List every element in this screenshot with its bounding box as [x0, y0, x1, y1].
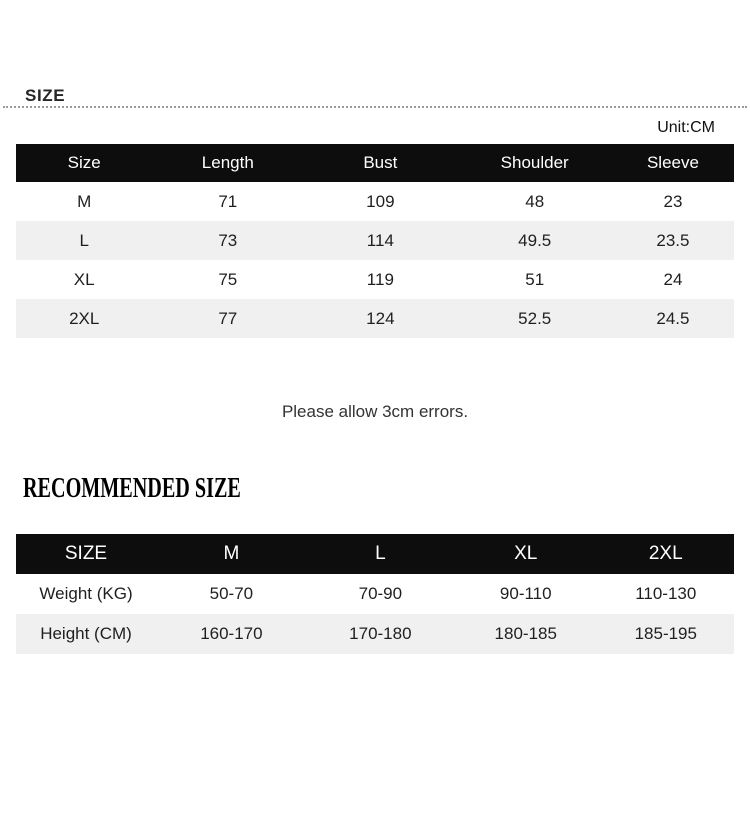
table-cell: 23.5 [612, 221, 734, 260]
table-cell: XL [16, 260, 152, 299]
dotted-divider [3, 106, 747, 108]
header-cell: 2XL [598, 534, 734, 574]
table-cell: 51 [458, 260, 612, 299]
table-cell: 180-185 [454, 614, 598, 654]
table-cell: 71 [152, 182, 303, 221]
table-row [16, 182, 734, 221]
unit-label: Unit:CM [657, 119, 715, 136]
table-row [16, 299, 734, 338]
header-cell: Shoulder [458, 144, 612, 182]
table-cell: 52.5 [458, 299, 612, 338]
table-cell: 24 [612, 260, 734, 299]
table-cell: 75 [152, 260, 303, 299]
recommended-size-table [16, 534, 734, 654]
table-cell: 70-90 [307, 574, 454, 614]
table-cell: 124 [303, 299, 457, 338]
recommended-table-header-row [16, 534, 734, 574]
table-cell: Weight (KG) [16, 574, 156, 614]
table-cell: 49.5 [458, 221, 612, 260]
header-cell: XL [454, 534, 598, 574]
table-row [16, 221, 734, 260]
table-cell: M [16, 182, 152, 221]
table-cell: 50-70 [156, 574, 307, 614]
table-cell: 77 [152, 299, 303, 338]
header-cell: SIZE [16, 534, 156, 574]
header-cell: Size [16, 144, 152, 182]
table-cell: 119 [303, 260, 457, 299]
recommended-size-heading: RECOMMENDED SIZE [23, 473, 241, 504]
size-table-header-row [16, 144, 734, 182]
table-cell: L [16, 221, 152, 260]
size-section-heading: SIZE [25, 86, 66, 105]
table-cell: 170-180 [307, 614, 454, 654]
table-cell: 23 [612, 182, 734, 221]
table-cell: 185-195 [598, 614, 734, 654]
size-chart-page [0, 86, 750, 836]
table-cell: 48 [458, 182, 612, 221]
header-cell: Length [152, 144, 303, 182]
table-cell: Height (CM) [16, 614, 156, 654]
header-cell: Sleeve [612, 144, 734, 182]
table-cell: 2XL [16, 299, 152, 338]
table-cell: 114 [303, 221, 457, 260]
header-cell: Bust [303, 144, 457, 182]
size-table [16, 144, 734, 338]
tolerance-note: Please allow 3cm errors. [281, 402, 469, 421]
header-cell: L [307, 534, 454, 574]
table-cell: 110-130 [598, 574, 734, 614]
table-cell: 160-170 [156, 614, 307, 654]
header-cell: M [156, 534, 307, 574]
table-cell: 73 [152, 221, 303, 260]
table-row [16, 614, 734, 654]
table-cell: 90-110 [454, 574, 598, 614]
table-row [16, 574, 734, 614]
table-row [16, 260, 734, 299]
table-cell: 109 [303, 182, 457, 221]
table-cell: 24.5 [612, 299, 734, 338]
